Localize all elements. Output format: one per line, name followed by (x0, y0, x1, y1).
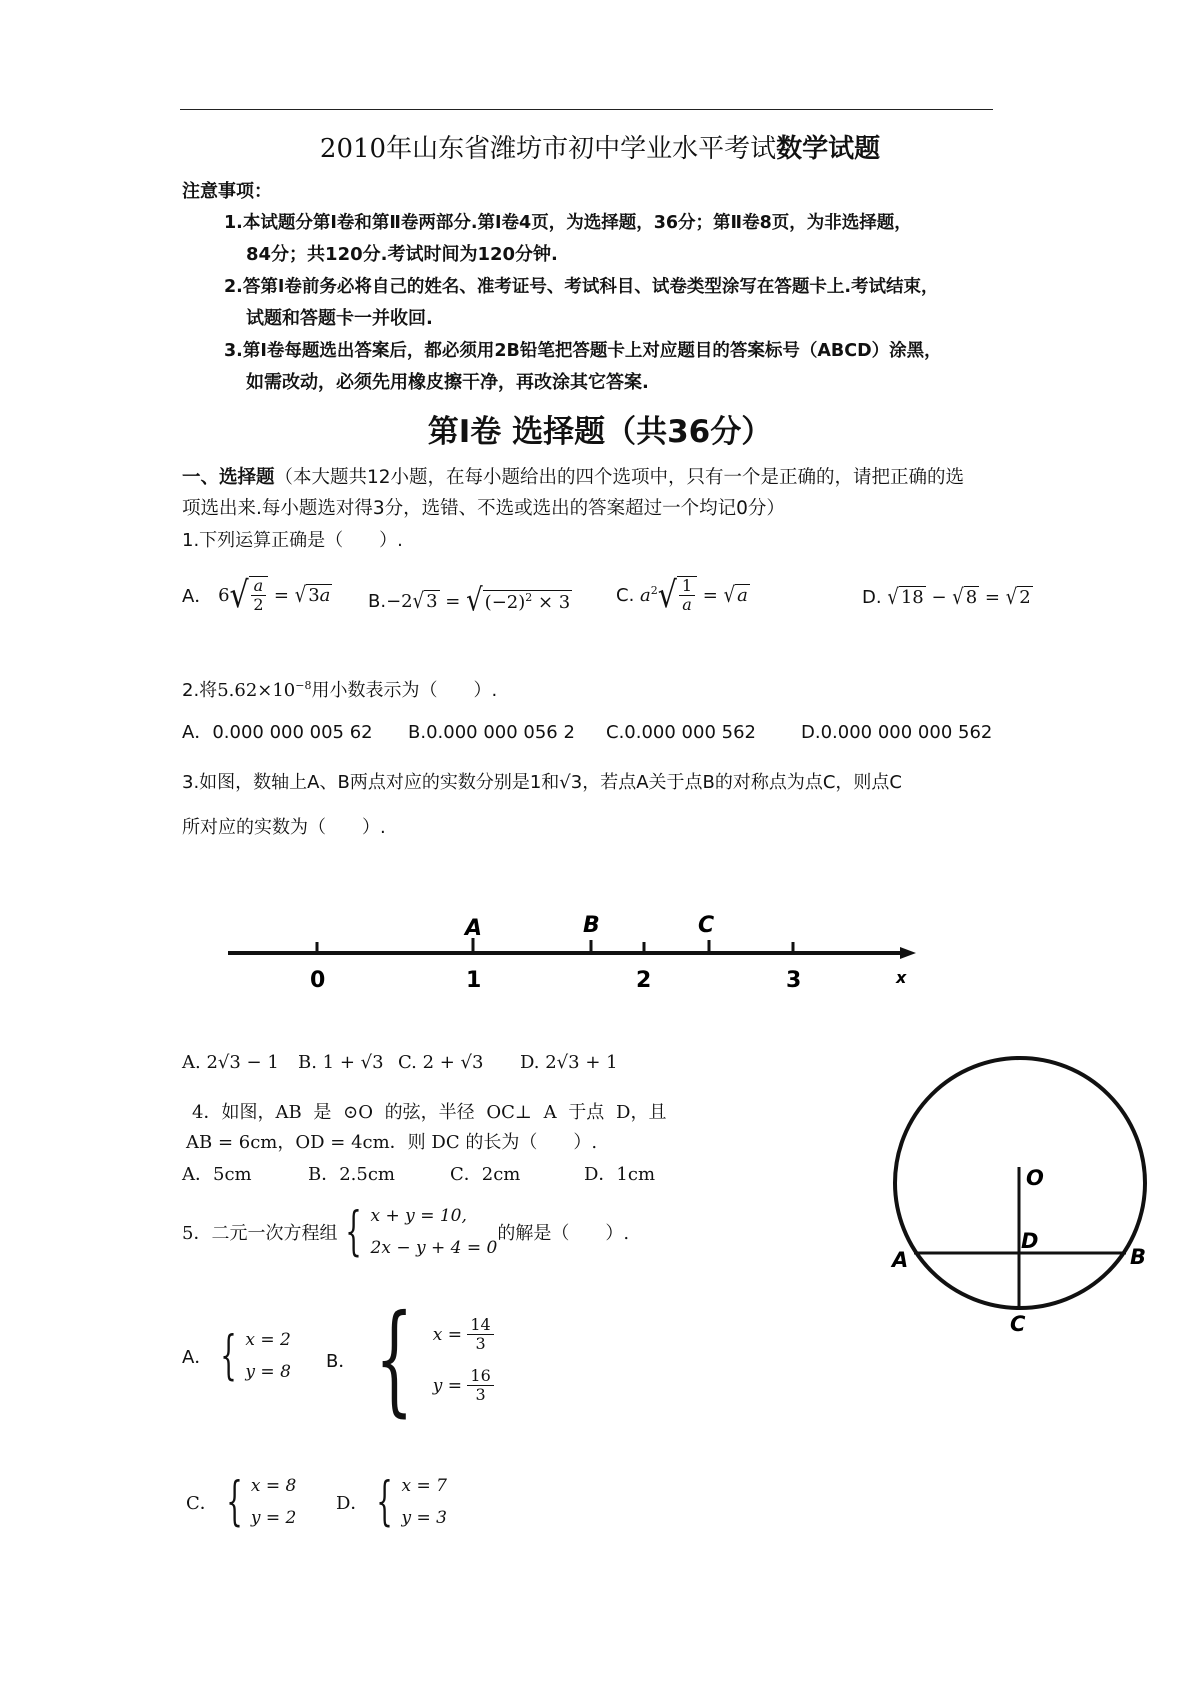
label-c: C (698, 913, 715, 938)
q5-option-c-x: x = 8 (250, 1476, 297, 1496)
q2-option-c: C.0.000 000 562 (606, 722, 756, 743)
q5-suffix: 的解是（ ）. (497, 1223, 630, 1244)
number-line-figure (200, 890, 920, 1000)
tick-label-2: 2 (636, 968, 652, 993)
q5-option-a: A． { x = 2 y = 8 (182, 1326, 291, 1386)
q2-option-b: B.0.000 000 056 2 (408, 722, 575, 743)
notes-heading: 注意事项： (182, 181, 272, 202)
label-x: x (896, 968, 907, 987)
note-2-line-1: 2.答第Ⅰ卷前务必将自己的姓名、准考证号、考试科目、试卷类型涂写在答题卡上.考试结束， (224, 277, 939, 297)
label-b: B (583, 913, 600, 938)
q1-option-a: A． 6 √ $\frac{a}{2}$ = √ 3a (182, 574, 331, 616)
q2-exponent: −8 (295, 679, 312, 692)
q5-option-b-x: x = (432, 1324, 462, 1345)
part1-heading: 一、选择题 (182, 467, 275, 488)
page-title (0, 128, 1200, 165)
q3-line-2: 所对应的实数为（ ）. (182, 817, 386, 838)
q5-eq1: x + y = 10, (370, 1206, 467, 1226)
note-3-line-1: 3.第Ⅰ卷每题选出答案后，都必须用2B铅笔把答题卡上对应题目的答案标号（ABCD）涂黑， (224, 341, 942, 361)
q5-option-a-label: A． (182, 1347, 213, 1368)
q4-option-a: A．5cm (182, 1164, 252, 1185)
note-1-line-1: 1.本试题分第Ⅰ卷和第Ⅱ卷两部分.第Ⅰ卷4页，为选择题，36分；第Ⅱ卷8页，为非选择题， (224, 213, 912, 233)
circle-figure (880, 1055, 1180, 1335)
q5-option-c-label: C． (186, 1493, 218, 1514)
q4-line-1: 4．如图，AB 是 ⊙O 的弦，半径 OC⊥ A 于点 D，且 (192, 1102, 667, 1123)
q4-option-d: D．1cm (584, 1164, 656, 1185)
section-title: 第Ⅰ卷 选择题（共36分） (427, 414, 773, 450)
q5-option-b-ynum: 16 (467, 1367, 493, 1386)
label-b: B (1130, 1245, 1147, 1269)
q5-option-d-label: D． (336, 1493, 369, 1514)
q1-stem: 1.下列运算正确是（ ）. (182, 530, 403, 551)
label-d: D (1021, 1229, 1039, 1253)
q3-option-d: D. 2√3 + 1 (520, 1052, 618, 1073)
q4-option-b: B．2.5cm (308, 1164, 396, 1185)
tick-label-0: 0 (310, 968, 326, 993)
label-a: A (465, 916, 483, 941)
note-3-line-2: 如需改动，必须先用橡皮擦干净，再改涂其它答案. (246, 372, 649, 393)
part1-desc-1: （本大题共12小题，在每小题给出的四个选项中，只有一个是正确的，请把正确的选 (274, 467, 965, 488)
q5-eq2: 2x − y + 4 = 0 (370, 1238, 498, 1258)
q5-option-b-y: y = (432, 1375, 462, 1396)
q2-prefix: 2.将 (182, 680, 218, 701)
title-bold: 数学试题 (776, 134, 881, 164)
part1-line-1 (182, 465, 964, 491)
label-o: O (1026, 1166, 1044, 1190)
q2-option-a: A．0.000 000 005 62 (182, 722, 373, 743)
q2-option-d: D.0.000 000 000 562 (801, 722, 993, 743)
q5-option-d-y: y = 3 (401, 1508, 448, 1528)
q2-stem (182, 673, 497, 704)
q5-option-b-label: B． (326, 1351, 357, 1372)
tick-label-1: 1 (466, 968, 482, 993)
q4-option-c: C．2cm (450, 1164, 521, 1185)
q2-suffix: 用小数表示为（ ）. (311, 680, 498, 701)
q5-option-b-yden: 3 (475, 1385, 486, 1404)
q3-option-b: B. 1 + √3 (298, 1052, 384, 1073)
header-rule (180, 109, 993, 110)
title-prefix: 2010年山东省潍坊市初中学业水平考试 (319, 134, 777, 164)
q5-option-d: D． { x = 7 y = 3 (336, 1472, 448, 1532)
number-line-arrow (900, 947, 916, 959)
q3-option-a: A. 2√3 − 1 (182, 1052, 279, 1073)
q2-number: 5.62×10 (217, 680, 296, 701)
q3-option-c: C. 2 + √3 (398, 1052, 484, 1073)
q5-system: { x + y = 10, 2x − y + 4 = 0 (345, 1202, 498, 1262)
q5-option-b-xden: 3 (475, 1334, 486, 1353)
note-2-line-2: 试题和答题卡一并收回. (246, 308, 433, 329)
q3-line-1: 3.如图，数轴上A、B两点对应的实数分别是1和√3，若点A关于点B的对称点为点C，则点C (182, 772, 903, 793)
q1-option-d: D. √ 18 − √ 8 = √ 2 (862, 584, 1031, 610)
q4-line-2: AB = 6cm，OD = 4cm．则 DC 的长为（ ）. (186, 1132, 598, 1153)
label-a: A (892, 1248, 909, 1272)
q5-option-b: B． { x = $\frac{14}{3}$ y = $\frac{16}{3}$ (326, 1300, 494, 1420)
q5-option-d-x: x = 7 (401, 1476, 447, 1496)
q5-option-c: C． { x = 8 y = 2 (186, 1472, 297, 1532)
q5-prefix: 5．二元一次方程组 (182, 1223, 338, 1244)
q5-stem (182, 1200, 629, 1264)
note-1-line-2: 84分；共120分.考试时间为120分钟. (246, 244, 558, 265)
q5-option-c-y: y = 2 (250, 1508, 297, 1528)
q5-option-b-xnum: 14 (467, 1316, 493, 1335)
label-c: C (1010, 1312, 1026, 1335)
tick-label-3: 3 (786, 968, 802, 993)
q1-option-b: B. −2 √ 3 = √ $(-2)^2 \times 3$ (368, 583, 571, 619)
part1-line-2: 项选出来.每小题选对得3分，选错、不选或选出的答案超过一个均记0分） (182, 498, 785, 519)
q5-option-a-x: x = 2 (245, 1330, 291, 1350)
q1-option-c: C. a $^2$ √ $\frac{1}{a}$ = √ a (616, 574, 748, 616)
q5-option-a-y: y = 8 (245, 1362, 291, 1382)
